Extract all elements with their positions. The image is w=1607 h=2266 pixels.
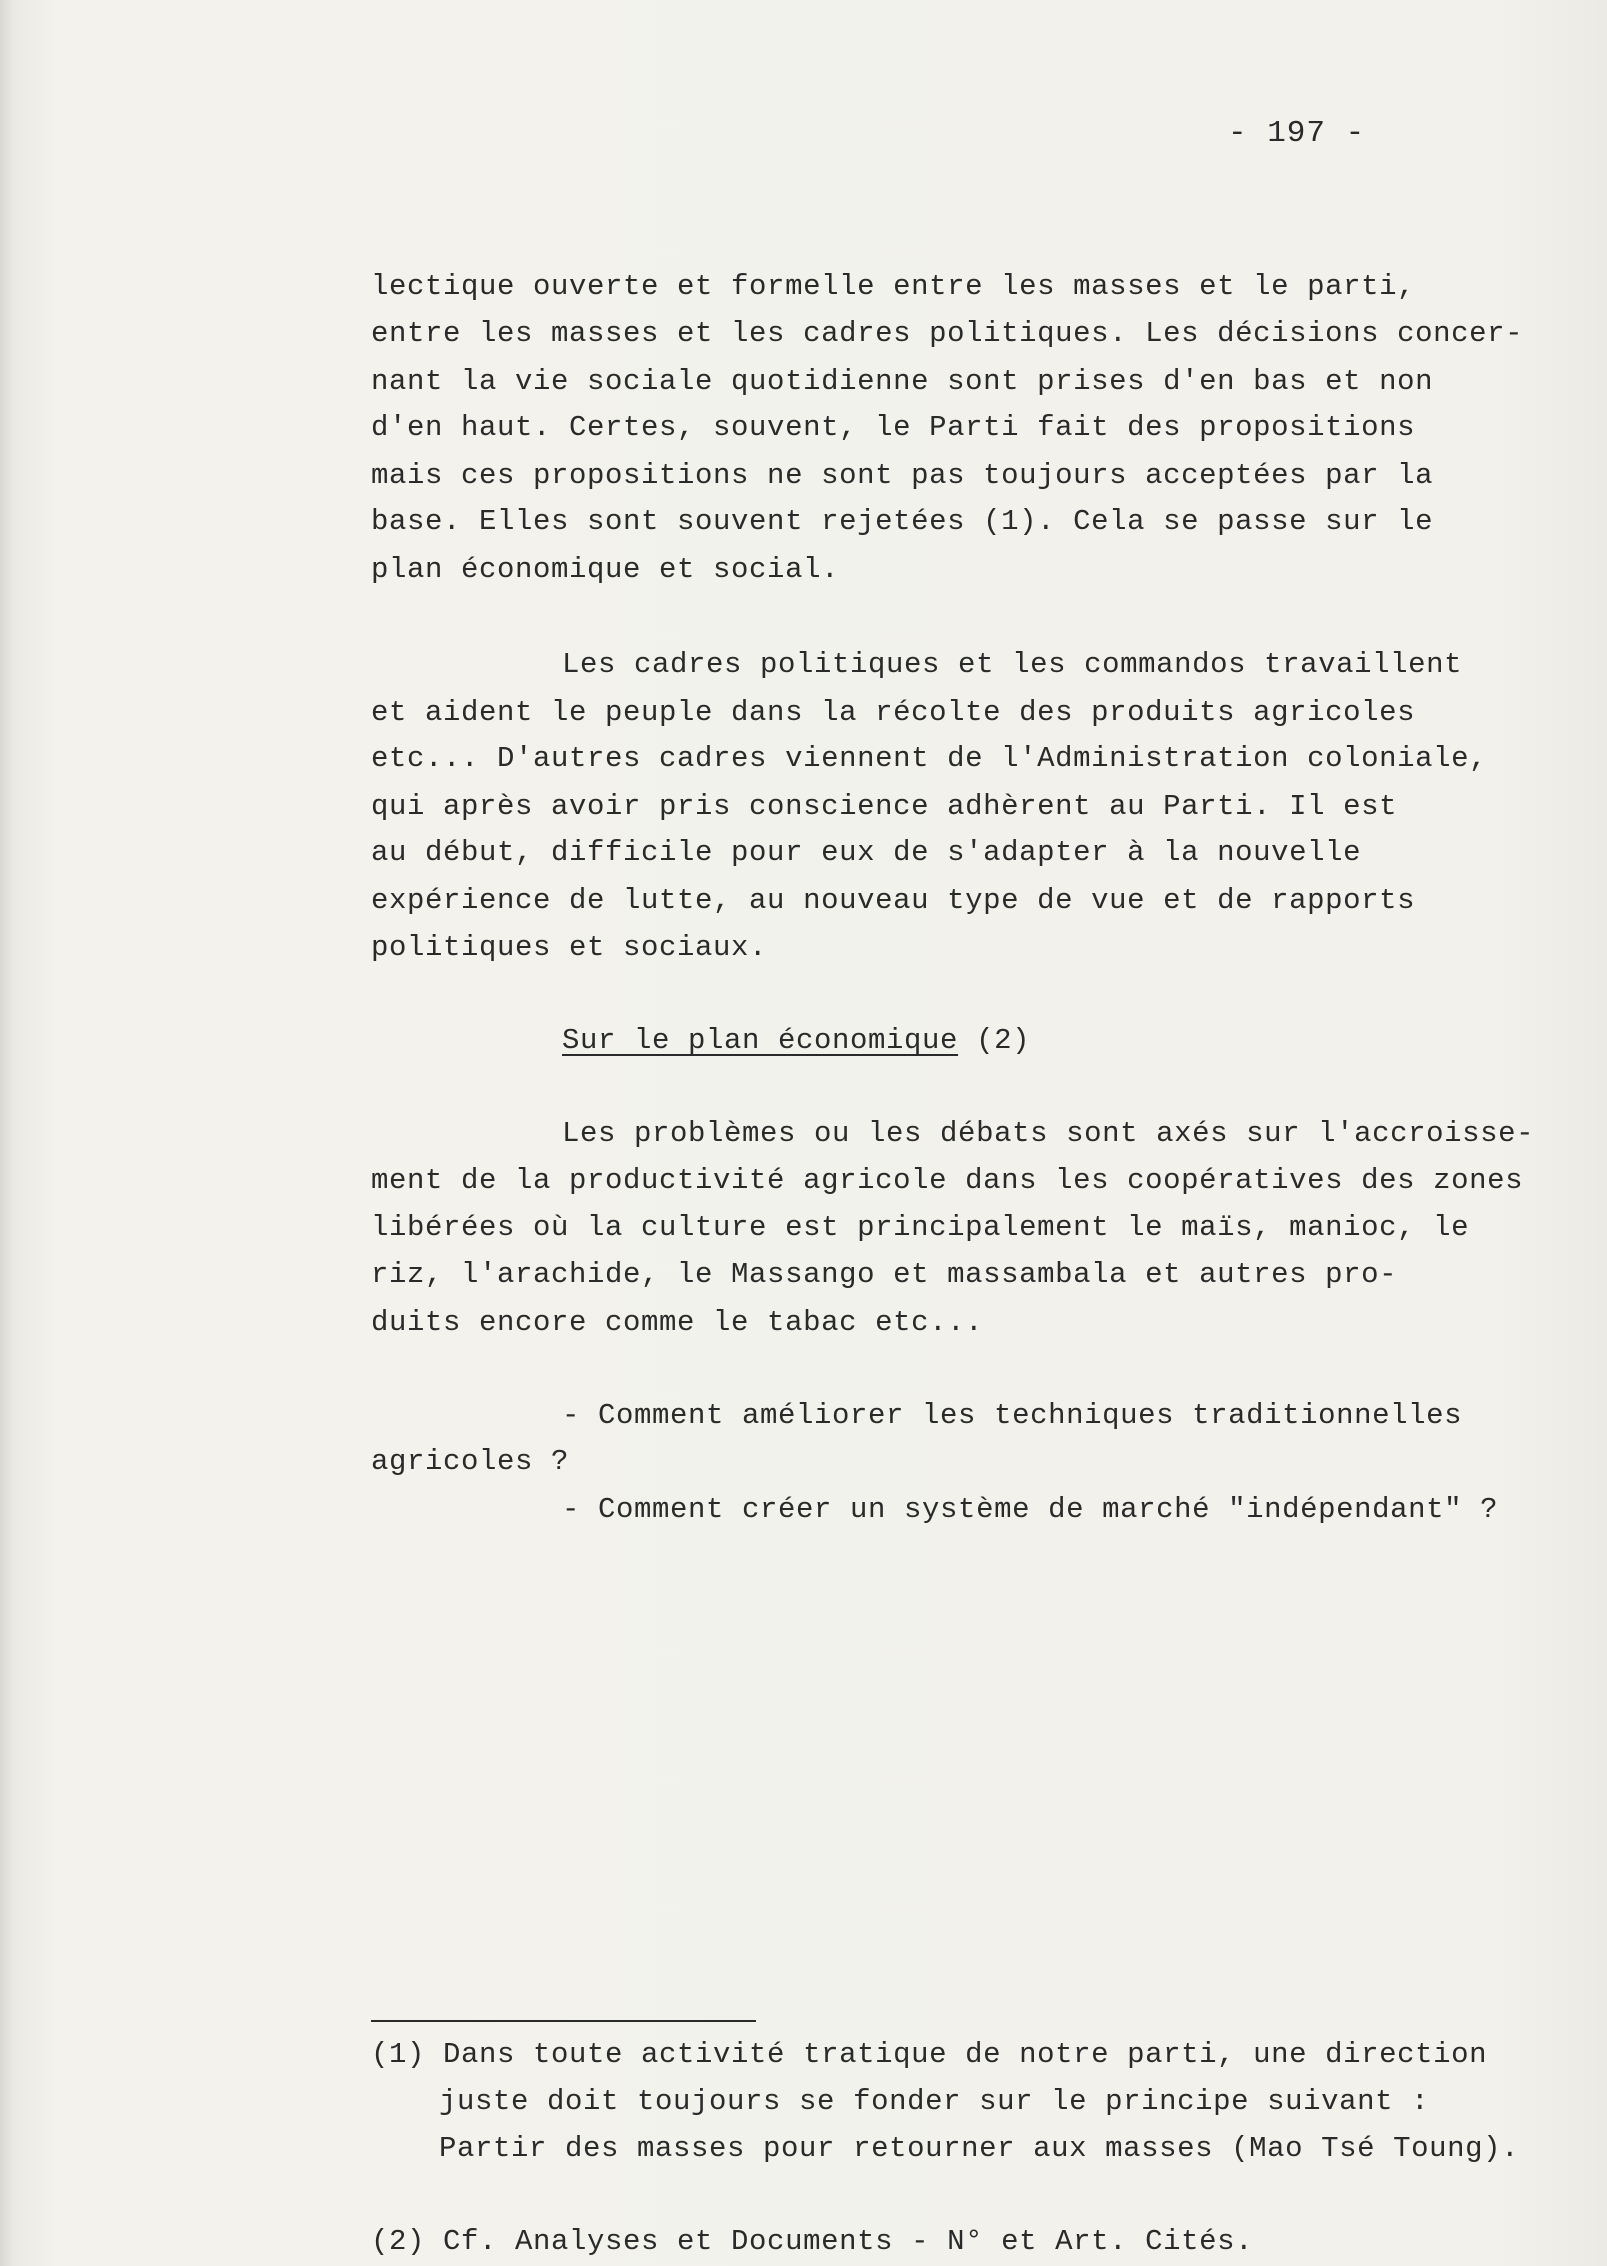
page-number: - 197 -	[1228, 116, 1366, 151]
text-line: base. Elles sont souvent rejetées (1). Cela se passe sur le	[371, 505, 1434, 538]
text-line: mais ces propositions ne sont pas toujours acceptées par la	[371, 459, 1434, 492]
text-line: Les cadres politiques et les commandos travaillent	[562, 648, 1463, 681]
footnote-line: Partir des masses pour retourner aux masses (Mao Tsé Toung).	[439, 2132, 1520, 2165]
text-line: plan économique et social.	[371, 553, 840, 586]
text-line: entre les masses et les cadres politiques. Les décisions concer-	[371, 317, 1524, 350]
text-line: etc... D'autres cadres viennent de l'Administration coloniale,	[371, 742, 1488, 775]
section-heading-note: (2)	[976, 1024, 1031, 1057]
footnote-line: juste doit toujours se fonder sur le principe suivant :	[439, 2085, 1430, 2118]
text-line: duits encore comme le tabac etc...	[371, 1306, 984, 1339]
section-heading: Sur le plan économique	[562, 1024, 959, 1057]
text-line: Les problèmes ou les débats sont axés sur l'accroisse-	[562, 1117, 1535, 1150]
text-line: d'en haut. Certes, souvent, le Parti fait des propositions	[371, 411, 1416, 444]
text-line: lectique ouverte et formelle entre les masses et le parti,	[371, 270, 1416, 303]
text-line: agricoles ?	[371, 1445, 570, 1478]
text-line: au début, difficile pour eux de s'adapter à la nouvelle	[371, 836, 1362, 869]
footnote-divider	[371, 2020, 756, 2022]
text-line: - Comment améliorer les techniques traditionnelles	[562, 1399, 1463, 1432]
text-line: expérience de lutte, au nouveau type de vue et de rapports	[371, 884, 1416, 917]
text-line: riz, l'arachide, le Massango et massambala et autres pro-	[371, 1258, 1398, 1291]
text-line: qui après avoir pris conscience adhèrent au Parti. Il est	[371, 790, 1398, 823]
footnote-line: (2) Cf. Analyses et Documents - N° et Art. Cités.	[371, 2225, 1254, 2258]
text-line: ment de la productivité agricole dans les coopératives des zones	[371, 1164, 1524, 1197]
footnote-line: (1) Dans toute activité tratique de notre parti, une direction	[371, 2038, 1488, 2071]
text-line: libérées où la culture est principalement le maïs, manioc, le	[371, 1211, 1470, 1244]
text-line: nant la vie sociale quotidienne sont prises d'en bas et non	[371, 365, 1434, 398]
question-2: - Comment créer un système de marché "indépendant" ?	[562, 1493, 1499, 1526]
section-heading-line	[562, 1024, 1030, 1057]
text-line: et aident le peuple dans la récolte des produits agricoles	[371, 696, 1416, 729]
text-line: politiques et sociaux.	[371, 931, 768, 964]
